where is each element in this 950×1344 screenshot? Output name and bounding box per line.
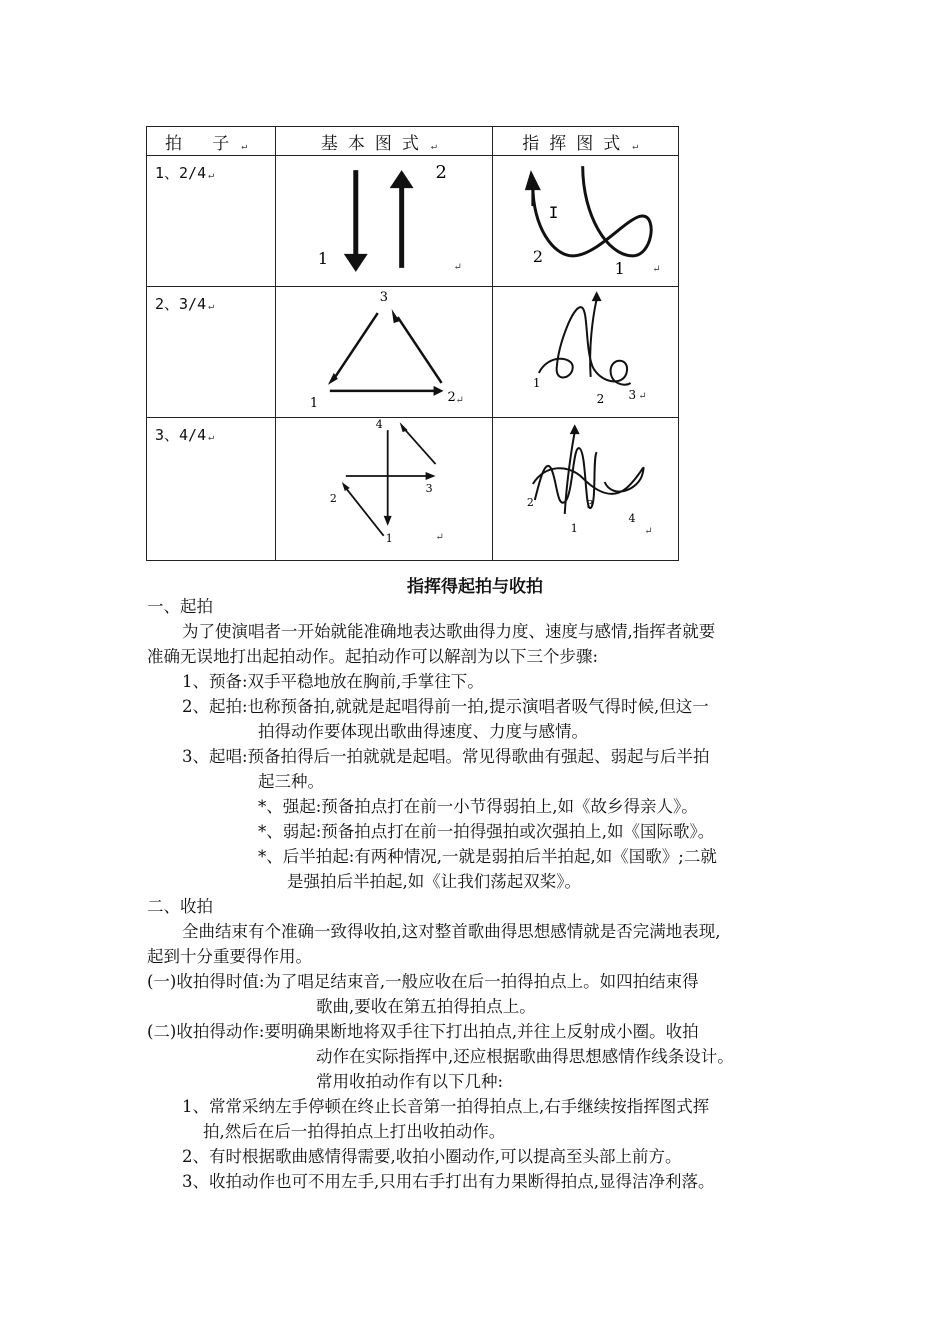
beat-label-2-4: 1、2/4 ↵ [147, 156, 276, 287]
beat-label-3-4: 2、3/4 ↵ [147, 287, 276, 418]
conducting-diagram-3-4 [492, 287, 678, 418]
beat-num: 3 [628, 387, 636, 402]
beat-num: 3 [586, 497, 594, 511]
three-beat-basic-figure [276, 287, 491, 411]
svg-text:↵: ↵ [455, 394, 465, 406]
bullet-item: *、弱起:预备拍点打在前一拍得强拍或次强拍上,如《国际歌》。 [258, 822, 715, 841]
beat-num: 3 [379, 290, 389, 306]
list-item: 3、收拍动作也可不用左手,只用右手打出有力果断得拍点,显得洁净利落。 [182, 1172, 715, 1191]
paragraph-line: 起到十分重要得作用。 [147, 947, 312, 966]
two-beat-basic-figure [276, 156, 491, 280]
list-item: 1、预备:双手平稳地放在胸前,手掌往下。 [182, 672, 484, 691]
four-beat-basic-figure [276, 418, 491, 554]
beat-num: 2 [596, 391, 604, 406]
basic-diagram-4-4 [276, 418, 492, 561]
svg-text:↵: ↵ [652, 263, 661, 275]
list-item: 2、起拍:也称预备拍,就就是起唱得前一拍,提示演唱者吸气得时候,但这一 [182, 697, 709, 716]
svg-text:↵: ↵ [638, 390, 647, 402]
beat-num: 1 [310, 395, 319, 411]
beat-num: 1 [385, 531, 393, 545]
paragraph-line: 全曲结束有个准确一致得收拍,这对整首歌曲得思想感情就是否完满地表现, [182, 922, 721, 941]
beat-num: 2 [330, 491, 338, 505]
paragraph-line: 为了使演唱者一开始就能准确地表达歌曲得力度、速度与感情,指挥者就要 [182, 622, 716, 641]
header-beat: 拍 子 ↵ [147, 127, 276, 156]
svg-text:I: I [548, 203, 559, 222]
subsection-cont: 动作在实际指挥中,还应根据歌曲得思想感情作线条设计。 [316, 1047, 734, 1066]
beat-num: 1 [614, 258, 625, 278]
list-item-cont: 拍,然后在后一拍得拍点上打出收拍动作。 [203, 1122, 506, 1141]
two-beat-conducting-figure [493, 156, 678, 280]
beat-label-4-4: 3、4/4 ↵ [147, 418, 276, 561]
beat-num: 2 [532, 246, 543, 266]
beat-num: 2 [435, 162, 448, 184]
page-title: 指挥得起拍与收拍 [407, 577, 543, 597]
bullet-item: *、后半拍起:有两种情况,一就是弱拍后半拍起,如《国歌》;二就 [258, 847, 717, 866]
list-item-cont: 起三种。 [258, 772, 324, 791]
section-heading: 二、收拍 [147, 897, 213, 916]
svg-text:↵: ↵ [453, 261, 463, 273]
basic-diagram-2-4 [276, 156, 492, 287]
section-heading: 一、起拍 [147, 597, 213, 616]
list-item: 1、常常采纳左手停顿在终止长音第一拍得拍点上,右手继续按指挥图式挥 [182, 1097, 710, 1116]
header-conducting-pattern: 指挥图式 ↵ [492, 127, 678, 156]
svg-text:↵: ↵ [644, 525, 653, 537]
bullet-item-cont: 是强拍后半拍起,如《让我们荡起双桨》。 [287, 872, 581, 891]
three-beat-conducting-figure [493, 287, 678, 411]
beat-num: 4 [628, 511, 636, 525]
list-item-cont: 拍得动作要体现出歌曲得速度、力度与感情。 [258, 722, 588, 741]
svg-text:↵: ↵ [435, 531, 445, 543]
beat-num: 2 [526, 495, 534, 509]
paragraph-line: 准确无误地打出起拍动作。起拍动作可以解剖为以下三个步骤: [147, 647, 599, 666]
bullet-item: *、强起:预备拍点打在前一小节得弱拍上,如《故乡得亲人》。 [258, 797, 698, 816]
header-basic-pattern: 基本图式 ↵ [276, 127, 492, 156]
subsection-cont: 歌曲,要收在第五拍得拍点上。 [316, 997, 536, 1016]
list-item: 2、有时根据歌曲感情得需要,收拍小圈动作,可以提高至头部上前方。 [182, 1147, 682, 1166]
beat-num: 2 [447, 389, 457, 405]
conducting-diagram-4-4 [492, 418, 678, 561]
conducting-diagram-2-4 [492, 156, 678, 287]
beat-pattern-table [146, 126, 679, 561]
beat-num: 3 [425, 481, 433, 495]
basic-diagram-3-4 [276, 287, 492, 418]
beat-num: 1 [318, 248, 329, 268]
beat-num: 4 [375, 418, 383, 432]
subsection-line: (二)收拍得动作:要明确果断地将双手往下打出拍点,并往上反射成小圈。收拍 [147, 1022, 699, 1041]
beat-num: 1 [532, 375, 541, 390]
beat-num: 1 [570, 521, 578, 535]
subsection-cont: 常用收拍动作有以下几种: [316, 1072, 504, 1091]
list-item: 3、起唱:预备拍得后一拍就就是起唱。常见得歌曲有强起、弱起与后半拍 [182, 747, 710, 766]
four-beat-conducting-figure [493, 418, 678, 554]
subsection-line: (一)收拍得时值:为了唱足结束音,一般应收在后一拍得拍点上。如四拍结束得 [147, 972, 699, 991]
